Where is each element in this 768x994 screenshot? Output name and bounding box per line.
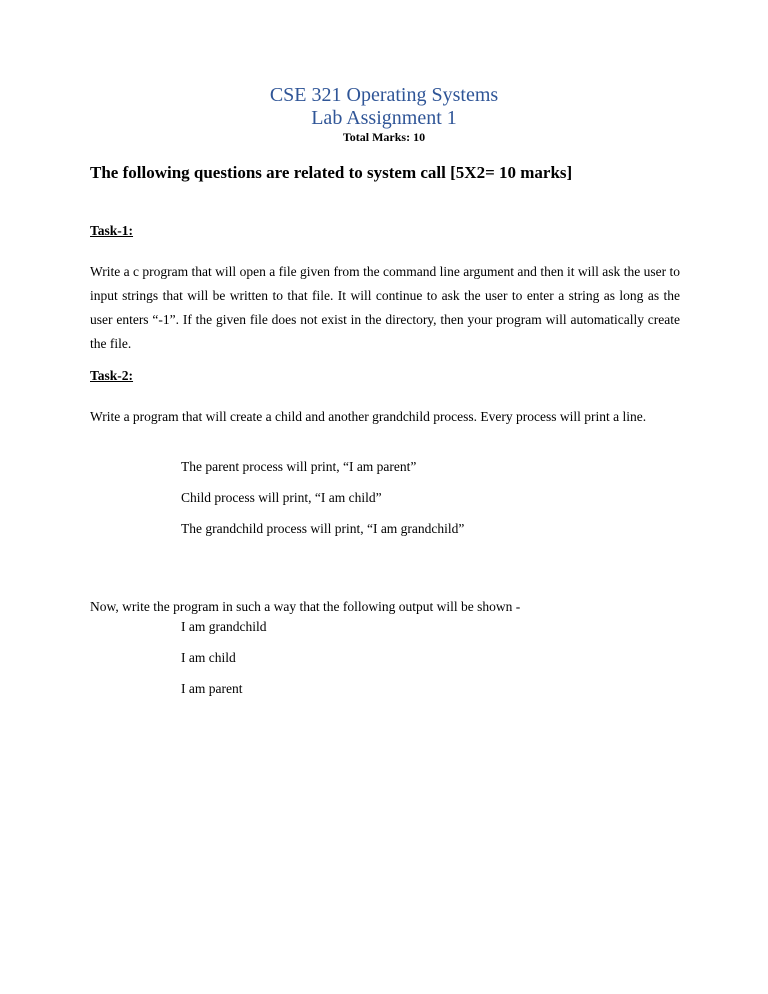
task2-now: Now, write the program in such a way that the following output will be shown - [90, 599, 521, 614]
task1-body: Write a c program that will open a file given from the command line argument and then it will ask the user to input strings that will be written to that file. It will continue to ask the user to enter a string as long as the user enters “-1”. If the given file does not exist in the directory, then your program will automatically create the file. [90, 264, 680, 351]
section-heading: The following questions are related to system call [5X2= 10 marks] [90, 163, 573, 182]
task1-label: Task-1: [90, 223, 134, 238]
output-line: I am child [181, 650, 236, 665]
total-marks: Total Marks: 10 [342, 130, 426, 144]
task2-label: Task-2: [90, 368, 134, 383]
task2-line: The grandchild process will print, “I am grandchild” [181, 521, 465, 536]
task2-line: Child process will print, “I am child” [181, 490, 382, 505]
task2-line: The parent process will print, “I am parent” [181, 459, 417, 474]
course-title: CSE 321 Operating Systems [269, 84, 499, 106]
task2-body: Write a program that will create a child and another grandchild process. Every process will print a line. [90, 409, 647, 424]
assignment-title: Lab Assignment 1 [311, 107, 457, 129]
output-line: I am grandchild [181, 619, 267, 634]
output-line: I am parent [181, 681, 243, 696]
